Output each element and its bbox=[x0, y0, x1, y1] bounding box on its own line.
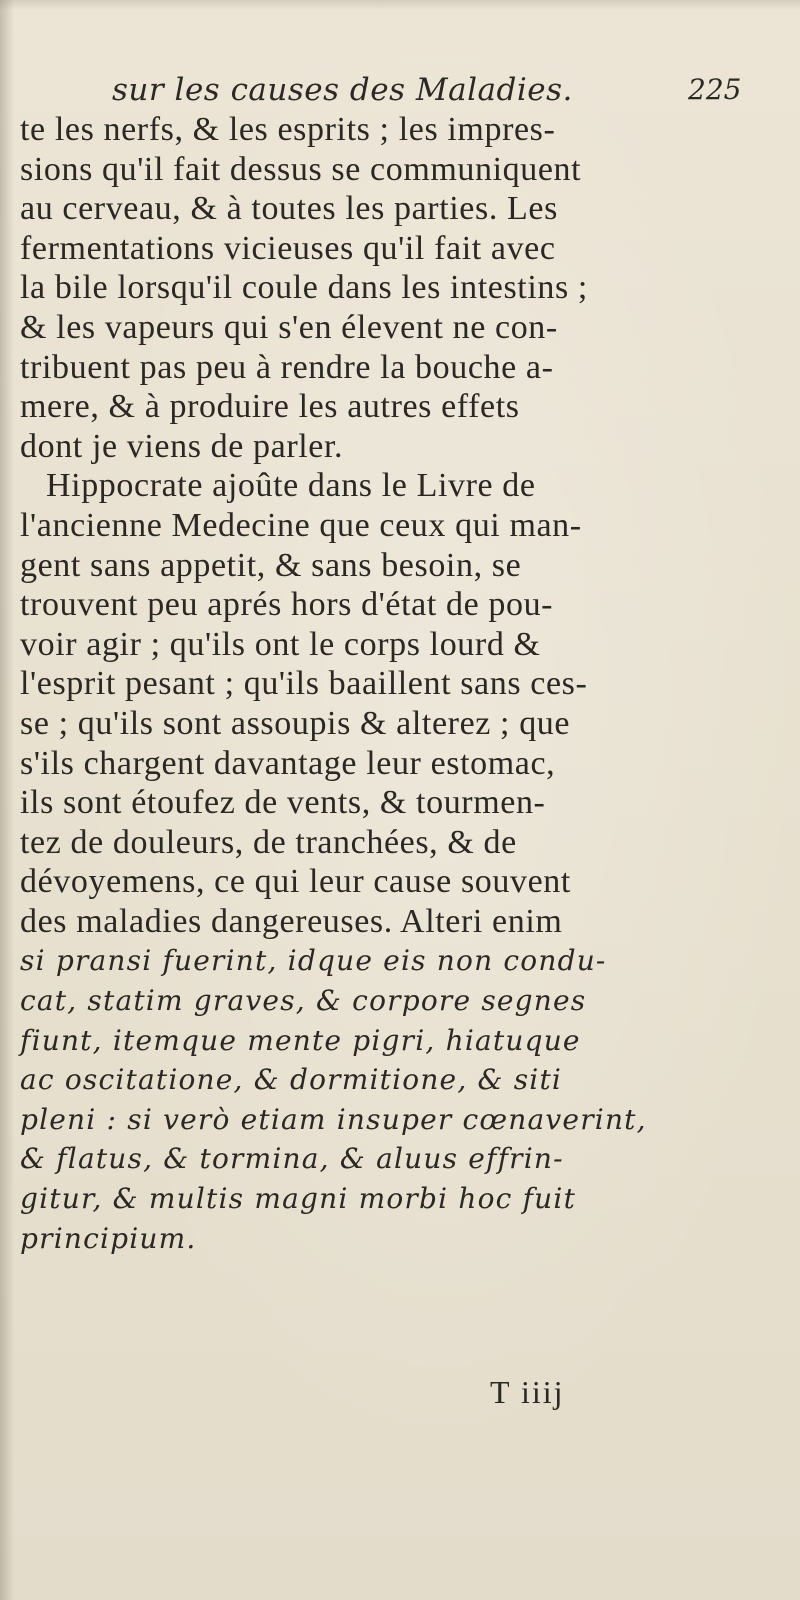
text-line: dévoyemens, ce qui leur cause souvent bbox=[20, 863, 571, 901]
top-edge-shadow bbox=[0, 0, 800, 10]
signature-mark: T iiij bbox=[490, 1374, 565, 1410]
latin-quote-line: ac oscitatione, & dormitione, & siti bbox=[20, 1063, 563, 1097]
text-line: des maladies dangereuses. Alteri enim bbox=[20, 902, 563, 940]
text-line: l'esprit pesant ; qu'ils baaillent sans ces- bbox=[20, 665, 588, 703]
gutter-shadow bbox=[0, 0, 14, 1600]
latin-quote-line: principium. bbox=[20, 1221, 197, 1255]
text-line: sions qu'il fait dessus se communiquent bbox=[20, 150, 582, 188]
text-line: fermentations vicieuses qu'il fait avec bbox=[20, 229, 556, 267]
text-line: voir agir ; qu'ils ont le corps lourd & bbox=[20, 625, 541, 663]
text-line: mere, & à produire les autres effets bbox=[20, 388, 520, 426]
page-number: 225 bbox=[688, 73, 742, 106]
latin-quote-line: gitur, & multis magni morbi hoc fuit bbox=[20, 1182, 577, 1216]
text-line: s'ils chargent davantage leur estomac, bbox=[20, 744, 556, 782]
latin-quote-line: & flatus, & tormina, & aluus effrin- bbox=[20, 1142, 564, 1176]
text-line: & les vapeurs qui s'en élevent ne con- bbox=[20, 308, 558, 346]
paragraph-first-line: Hippocrate ajoûte dans le Livre de bbox=[46, 467, 536, 505]
text-line: dont je viens de parler. bbox=[20, 427, 344, 465]
latin-quote-line: si pransi fuerint, idque eis non condu- bbox=[20, 944, 607, 978]
text-line: te les nerfs, & les esprits ; les impres- bbox=[20, 111, 556, 148]
text-line: se ; qu'ils sont assoupis & alterez ; que bbox=[20, 704, 571, 742]
latin-quote-line: cat, statim graves, & corpore segnes bbox=[20, 984, 587, 1018]
text-line: tribuent pas peu à rendre la bouche a- bbox=[20, 348, 554, 386]
running-head bbox=[0, 70, 800, 110]
text-line: l'ancienne Medecine que ceux qui man- bbox=[20, 506, 582, 544]
text-line: la bile lorsqu'il coule dans les intestins ; bbox=[20, 269, 588, 307]
latin-quote-line: fiunt, itemque mente pigri, hiatuque bbox=[20, 1023, 581, 1057]
text-line: trouvent peu aprés hors d'état de pou- bbox=[20, 586, 554, 624]
text-line: au cerveau, & à toutes les parties. Les bbox=[20, 190, 558, 228]
text-line: ils sont étoufez de vents, & tourmen- bbox=[20, 784, 546, 822]
running-title: sur les causes des Maladies. bbox=[112, 72, 573, 108]
body-text bbox=[20, 110, 780, 1258]
text-line: gent sans appetit, & sans besoin, se bbox=[20, 546, 522, 584]
latin-quote-line: pleni : si verò etiam insuper cœnaverint, bbox=[20, 1102, 647, 1136]
text-line: tez de douleurs, de tranchées, & de bbox=[20, 823, 517, 861]
